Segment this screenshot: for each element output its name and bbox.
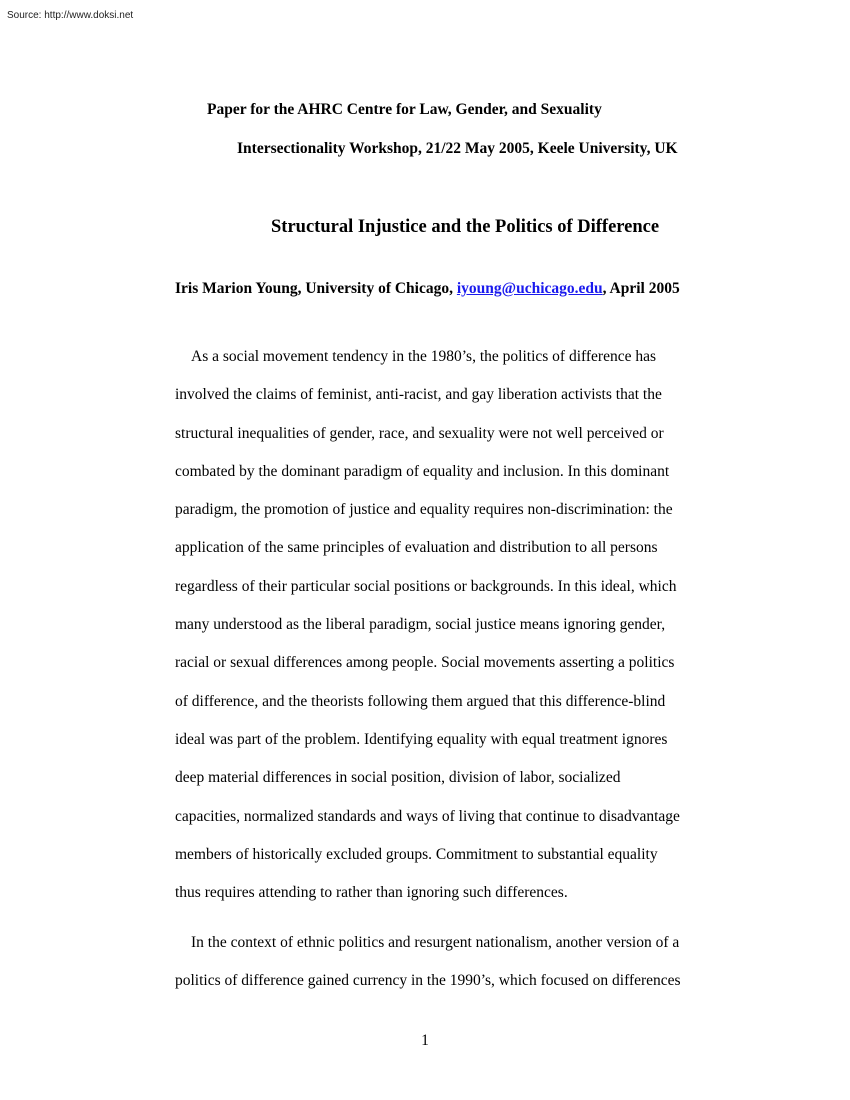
paragraph-line: racial or sexual differences among people. Social movements asserting a politics bbox=[175, 654, 675, 672]
paragraph-line: thus requires attending to rather than ignoring such differences. bbox=[175, 884, 568, 902]
author-email-link[interactable]: iyoung@uchicago.edu bbox=[456, 280, 603, 297]
author-affiliation: Iris Marion Young, University of Chicago, bbox=[175, 280, 457, 297]
paragraph-2 bbox=[175, 924, 735, 1001]
paragraph-line: As a social movement tendency in the 1980’s, the politics of difference has bbox=[191, 348, 657, 365]
paragraph-line: regardless of their particular social positions or backgrounds. In this ideal, which bbox=[175, 577, 677, 595]
paragraph-line: involved the claims of feminist, anti-racist, and gay liberation activists that the bbox=[175, 386, 662, 404]
author-date: , April 2005 bbox=[602, 280, 680, 297]
header-line-2: Intersectionality Workshop, 21/22 May 2005, Keele University, UK bbox=[237, 140, 678, 157]
paragraph-line: combated by the dominant paradigm of equality and inclusion. In this dominant bbox=[175, 462, 670, 480]
paragraph-line: In the context of ethnic politics and resurgent nationalism, another version of a bbox=[191, 934, 680, 951]
paragraph-line: deep material differences in social position, division of labor, socialized bbox=[175, 769, 621, 787]
header-line-1: Paper for the AHRC Centre for Law, Gender, and Sexuality bbox=[207, 101, 602, 118]
document-title: Structural Injustice and the Politics of Difference bbox=[271, 217, 660, 237]
paragraph-1 bbox=[175, 338, 735, 912]
page-number: 1 bbox=[421, 1032, 429, 1049]
paragraph-line: paradigm, the promotion of justice and equality requires non-discrimination: the bbox=[175, 501, 673, 519]
paragraph-line: structural inequalities of gender, race, and sexuality were not well perceived or bbox=[175, 424, 664, 442]
paragraph-line: many understood as the liberal paradigm, social justice means ignoring gender, bbox=[175, 616, 666, 634]
paragraph-line: capacities, normalized standards and ways of living that continue to disadvantage bbox=[175, 807, 680, 825]
paragraph-line: members of historically excluded groups. Commitment to substantial equality bbox=[175, 845, 658, 863]
paragraph-line: politics of difference gained currency in the 1990’s, which focused on differences bbox=[175, 972, 681, 990]
paragraph-line: ideal was part of the problem. Identifying equality with equal treatment ignores bbox=[175, 730, 668, 748]
source-note: Source: http://www.doksi.net bbox=[7, 10, 134, 21]
paragraph-line: application of the same principles of evaluation and distribution to all persons bbox=[175, 539, 658, 557]
paragraph-line: of difference, and the theorists following them argued that this difference-blind bbox=[175, 692, 666, 710]
author-line bbox=[175, 280, 680, 298]
